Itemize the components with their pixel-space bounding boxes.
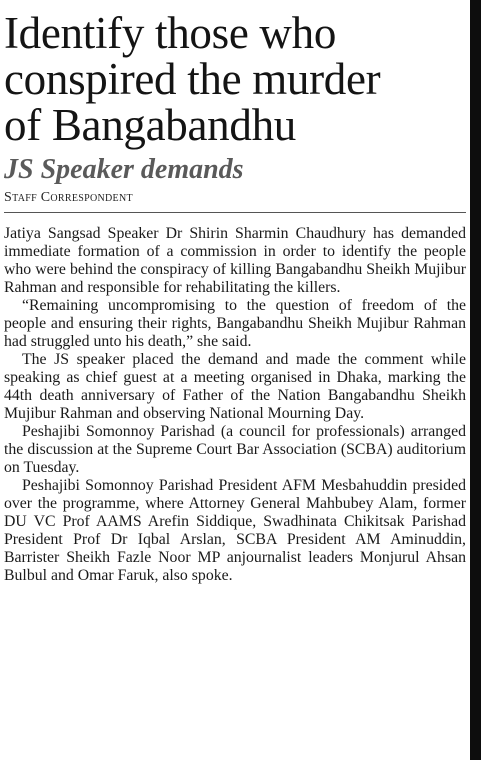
headline-line-1: Identify those who [4, 8, 337, 58]
paragraph-1: Jatiya Sangsad Speaker Dr Shirin Sharmin Chaudhury has demanded immediate formation of a commission in order to identify the people who were behind the conspiracy of killing Bangabandhu Sheikh Mujibur Rahman and responsible for rehabilitating the killers. [4, 225, 466, 296]
article-body [4, 225, 466, 585]
news-article [4, 0, 466, 585]
headline-line-3: of Bangabandhu [4, 100, 296, 150]
paragraph-2: “Remaining uncompromising to the question of freedom of the people and ensuring their rights, Bangabandhu Sheikh Mujibur Rahman had struggled unto his death,” she said. [4, 297, 466, 350]
paragraph-5: Peshajibi Somonnoy Parishad President AFM Mesbahuddin presided over the programme, where Attorney General Mahbubey Alam, former DU VC Prof AAMS Arefin Siddique, Swadhinata Chikitsak Parishad President Prof Dr Iqbal Arslan, SCBA President AM Aminuddin, Barrister Sheikh Fazle Noor MP anjournalist leaders Monjurul Ahsan Bulbul and Omar Faruk, also spoke. [4, 477, 466, 584]
byline-divider [4, 212, 466, 213]
headline-line-2: conspired the murder [4, 54, 381, 104]
paragraph-4: Peshajibi Somonnoy Parishad (a council for professionals) arranged the discussion at the Supreme Court Bar Association (SCBA) auditorium on Tuesday. [4, 423, 466, 476]
paragraph-3: The JS speaker placed the demand and made the comment while speaking as chief guest at a meeting organised in Dhaka, marking the 44th death anniversary of Father of the Nation Bangabandhu Sheikh Mujibur Rahman and observing National Mourning Day. [4, 351, 466, 422]
subheadline: JS Speaker demands [4, 154, 244, 185]
byline: Staff Correspondent [4, 190, 133, 205]
page-edge-bar [470, 0, 481, 760]
headline [4, 0, 466, 148]
